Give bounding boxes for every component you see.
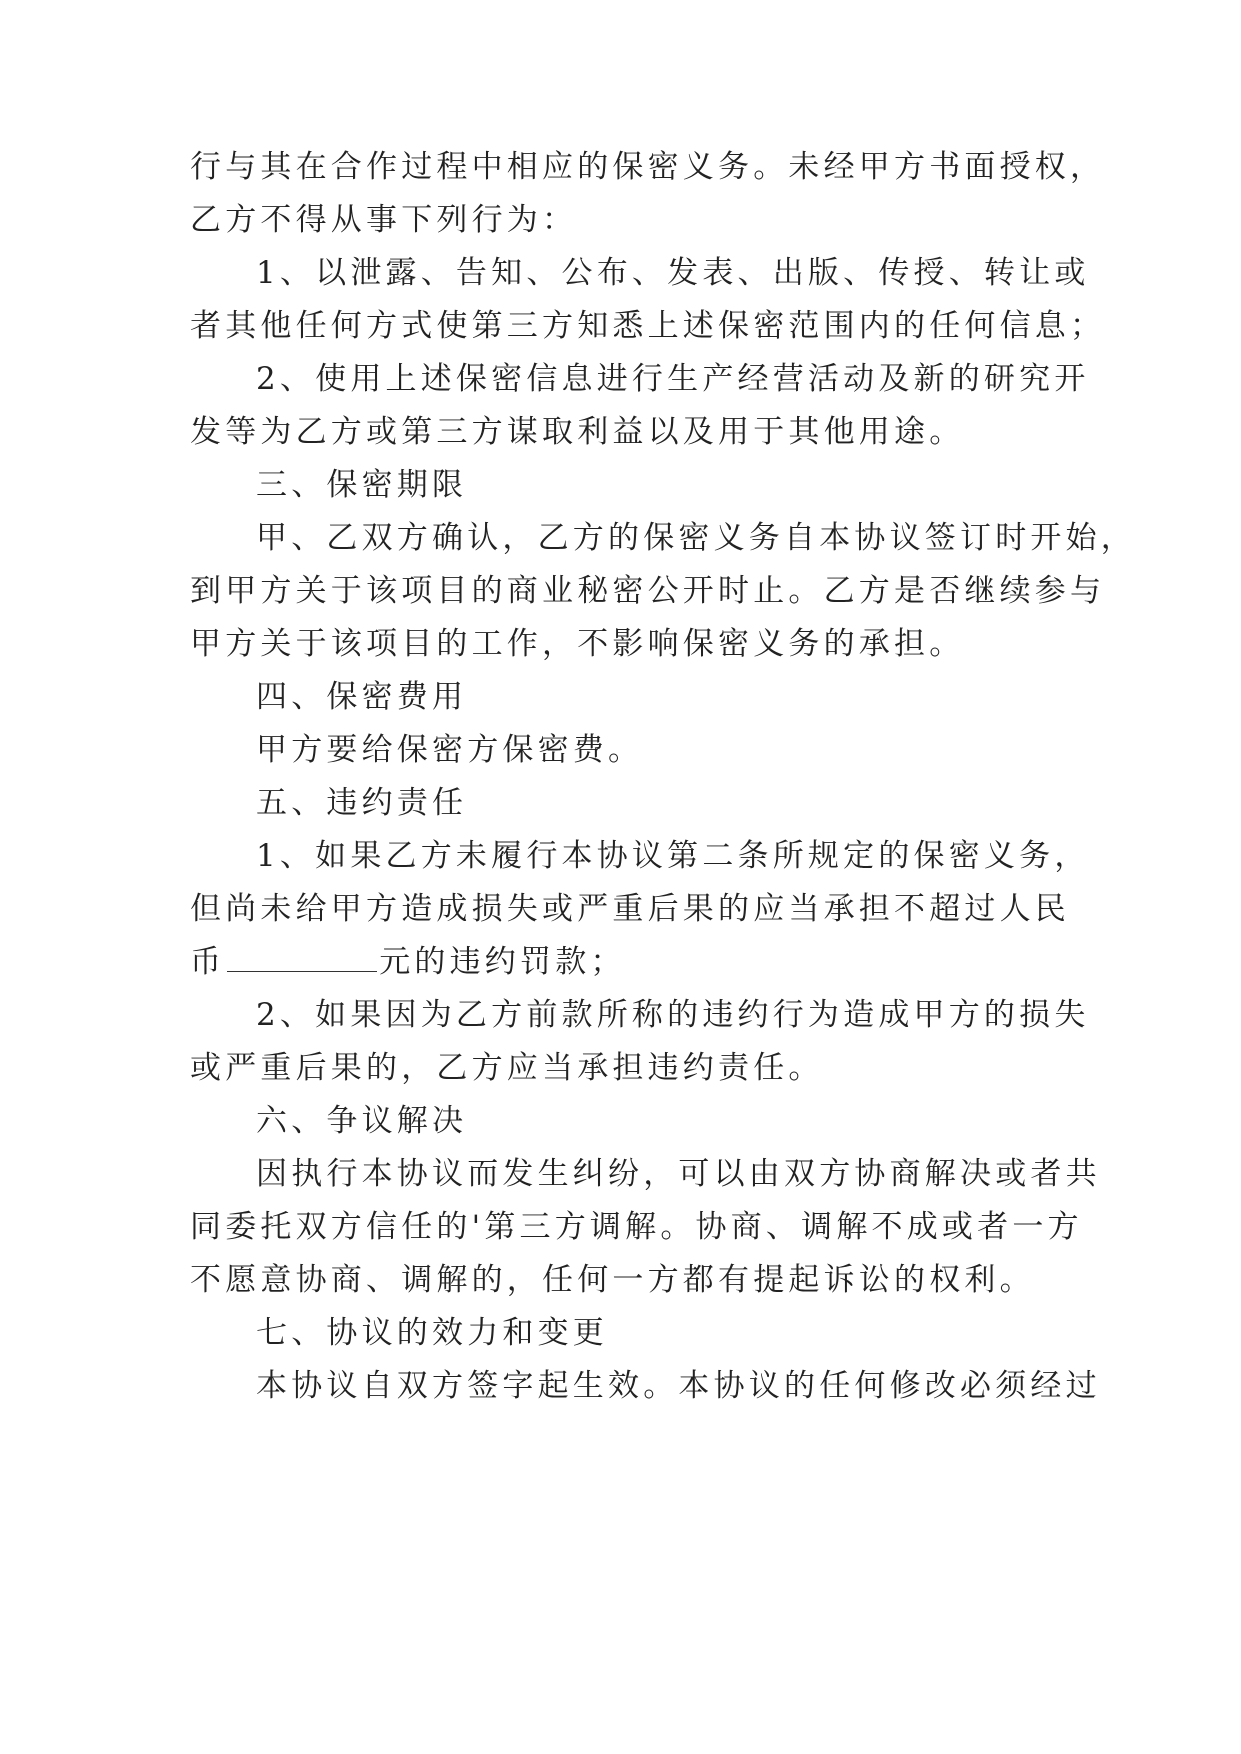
paragraph-line: 甲方关于该项目的工作，不影响保密义务的承担。 (190, 626, 965, 662)
section-heading: 五、违约责任 (256, 785, 468, 821)
penalty-prefix: 币 (190, 944, 226, 980)
paragraph-line: 甲方要给保密方保密费。 (256, 732, 644, 768)
paragraph-line: 同委托双方信任的'第三方调解。协商、调解不成或者一方 (190, 1209, 1083, 1245)
list-item-line: 发等为乙方或第三方谋取利益以及用于其他用途。 (190, 414, 965, 450)
paragraph-line: 本协议自双方签字起生效。本协议的任何修改必须经过 (256, 1368, 1101, 1404)
penalty-suffix: 元的违约罚款； (379, 944, 626, 980)
section-heading: 四、保密费用 (256, 679, 468, 715)
paragraph-line: 行与其在合作过程中相应的保密义务。未经甲方书面授权， (190, 149, 1106, 185)
list-item-line: 1、如果乙方未履行本协议第二条所规定的保密义务， (256, 838, 1090, 874)
paragraph-line: 因执行本协议而发生纠纷，可以由双方协商解决或者共 (256, 1156, 1101, 1192)
list-item-line: 或严重后果的，乙方应当承担违约责任。 (190, 1050, 824, 1086)
penalty-line (190, 942, 1050, 982)
paragraph-line: 不愿意协商、调解的，任何一方都有提起诉讼的权利。 (190, 1262, 1035, 1298)
list-item-line: 2、使用上述保密信息进行生产经营活动及新的研究开 (256, 361, 1090, 397)
section-heading: 六、争议解决 (256, 1103, 468, 1139)
section-heading: 三、保密期限 (256, 467, 468, 503)
list-item-line: 2、如果因为乙方前款所称的违约行为造成甲方的损失 (256, 997, 1090, 1033)
list-item-line: 但尚未给甲方造成损失或严重后果的应当承担不超过人民 (190, 891, 1070, 927)
paragraph-line: 甲、乙双方确认，乙方的保密义务自本协议签订时开始， (256, 520, 1136, 556)
section-heading: 七、协议的效力和变更 (256, 1315, 608, 1351)
paragraph-line: 到甲方关于该项目的商业秘密公开时止。乙方是否继续参与 (190, 573, 1106, 609)
paragraph-line: 乙方不得从事下列行为： (190, 202, 578, 238)
amount-blank (227, 945, 377, 972)
list-item-line: 者其他任何方式使第三方知悉上述保密范围内的任何信息； (190, 308, 1106, 344)
list-item-line: 1、以泄露、告知、公布、发表、出版、传授、转让或 (256, 255, 1090, 291)
